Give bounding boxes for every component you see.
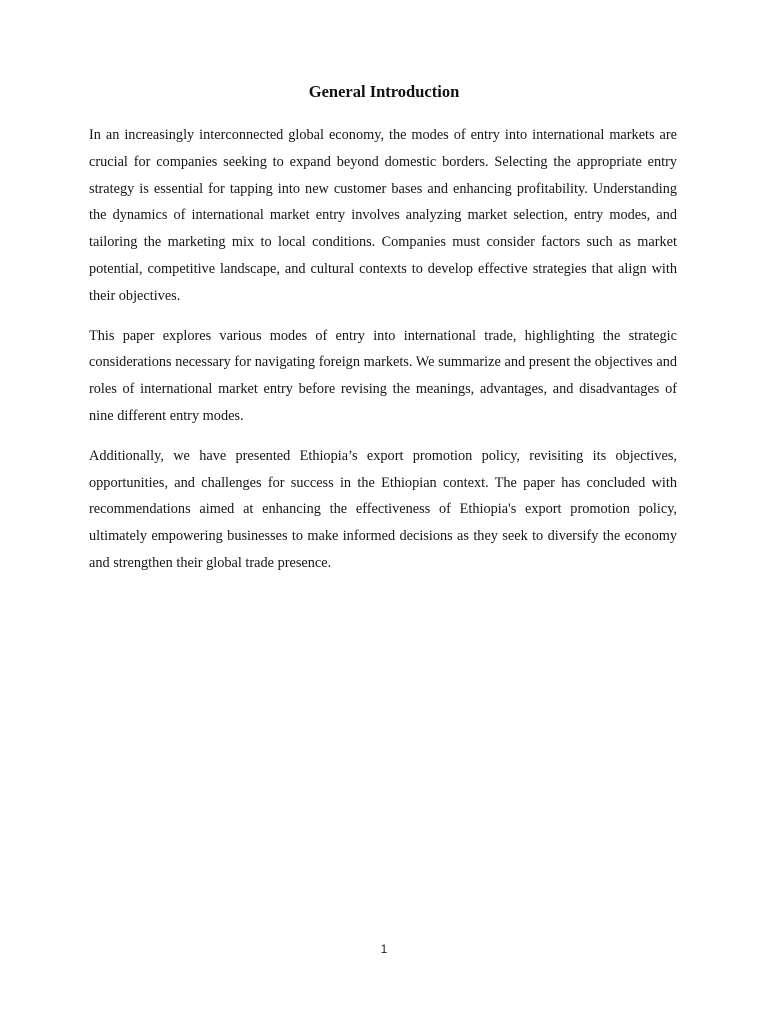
body-text xyxy=(89,122,677,590)
paragraph-intro: In an increasingly interconnected global economy, the modes of entry into international markets are crucial for companies seeking to expand beyond domestic borders. Selecting the appropriate entry strategy is essential for tapping into new customer bases and enhancing profitability. Understanding the dynamics of international market entry involves analyzing market selection, entry modes, and tailoring the marketing mix to local conditions. Companies must consider factors such as market potential, competitive landscape, and cultural contexts to develop effective strategies that align with their objectives. xyxy=(89,127,677,304)
paragraph-ethiopia: Additionally, we have presented Ethiopia’s export promotion policy, revisiting its objectives, opportunities, and challenges for success in the Ethiopian context. The paper has concluded with recommendations aimed at enhancing the effectiveness of Ethiopia's export promotion policy, ultimately empowering businesses to make informed decisions as they seek to diversify the economy and strengthen their global trade presence. xyxy=(89,447,677,571)
page-title: General Introduction xyxy=(308,82,460,101)
page-number: 1 xyxy=(380,942,388,956)
paragraph-scope: This paper explores various modes of entry into international trade, highlighting the strategic considerations necessary for navigating foreign markets. We summarize and present the objectives and roles of international market entry before revising the meanings, advantages, and disadvantages of nine different entry modes. xyxy=(89,327,677,424)
